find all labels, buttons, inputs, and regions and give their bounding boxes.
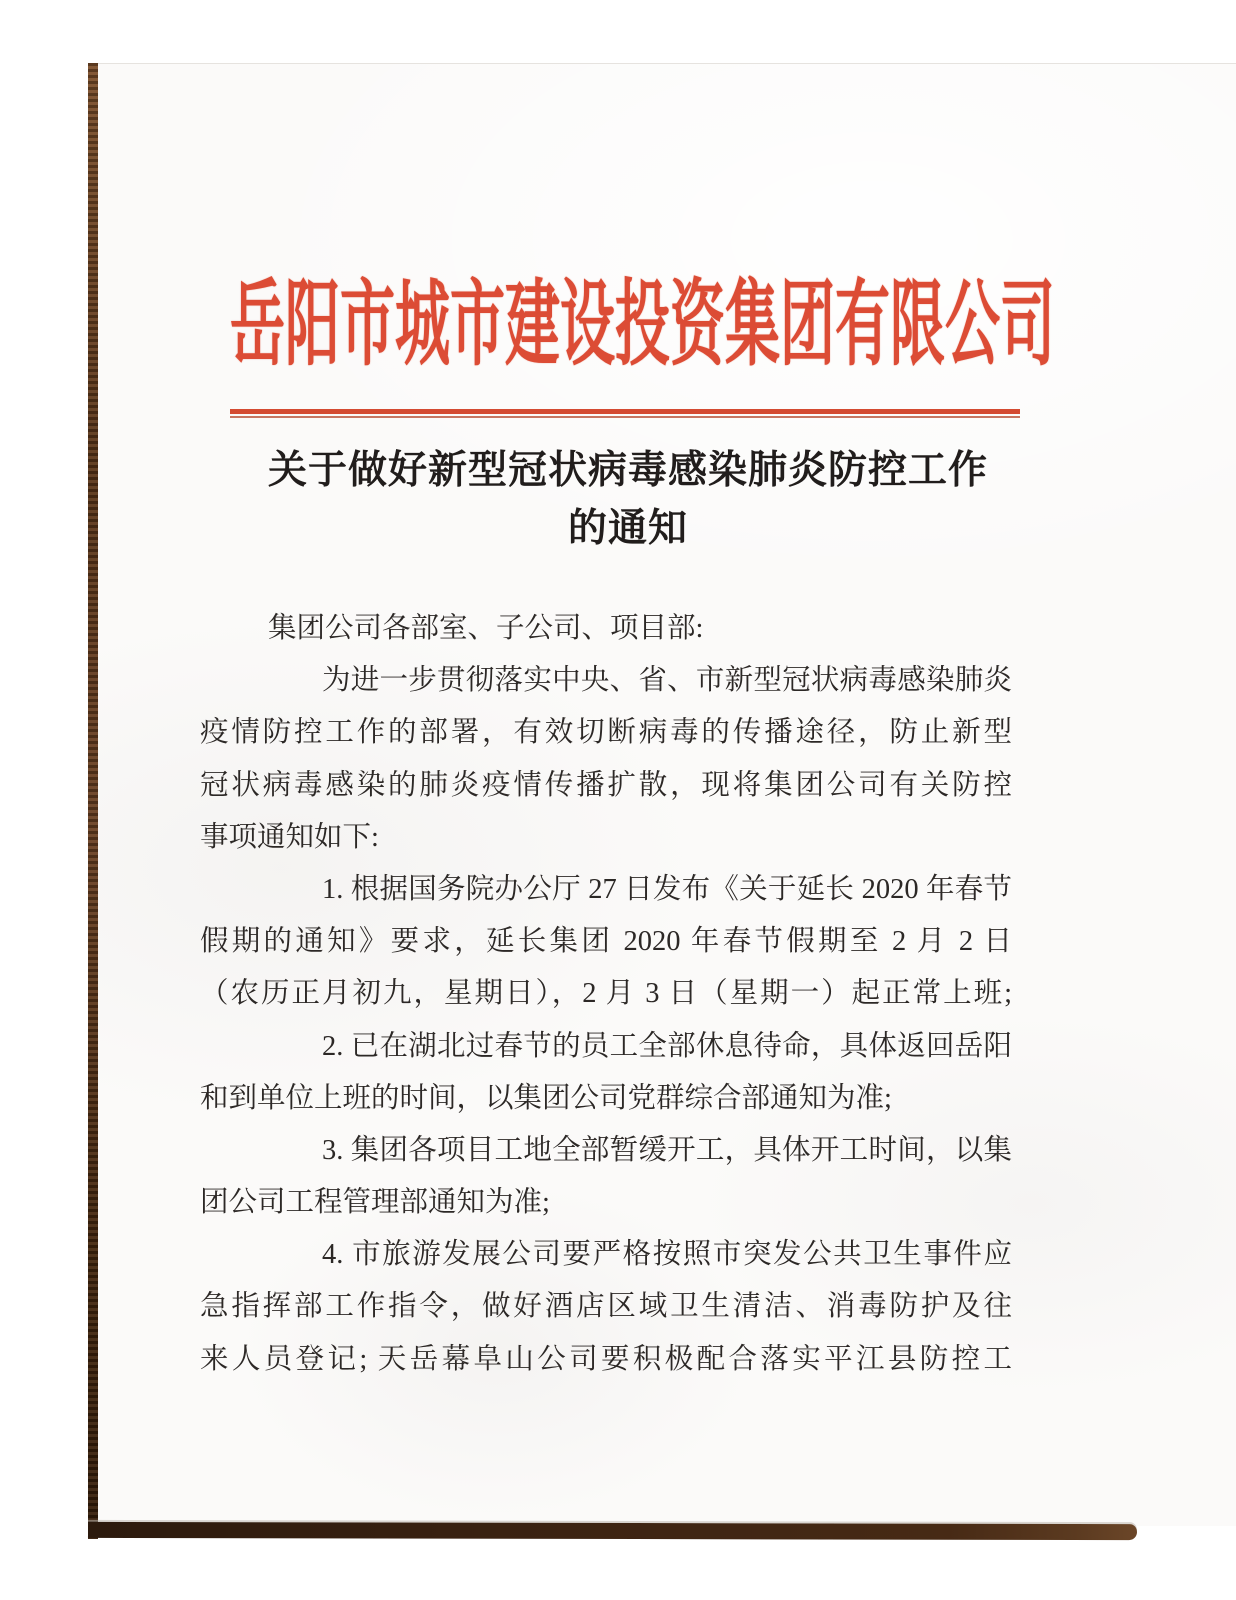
body-line: 疫情防控工作的部署，有效切断病毒的传播途径，防止新型 [200,717,1012,749]
document-title-line2: 的通知 [567,507,688,550]
body-line: 急指挥部工作指令，做好酒店区域卫生清洁、消毒防护及往 [200,1291,1012,1323]
salutation-line: 集团公司各部室、子公司、项目部: [268,613,704,644]
body-line-item-1: 1. 根据国务院办公厅 27 日发布《关于延长 2020 年春节 [322,873,1012,905]
red-separator-line-thick [230,409,1020,414]
body-line-item-2: 2. 已在湖北过春节的员工全部休息待命，具体返回岳阳 [322,1030,1012,1062]
body-line: 假期的通知》要求，延长集团 2020 年春节假期至 2 月 2 日 [200,926,1012,958]
book-spine-edge [88,63,98,1539]
document-body [200,603,1012,1386]
document-title-line1: 关于做好新型冠状病毒感染肺炎防控工作 [267,449,988,492]
body-line: 为进一步贯彻落实中央、省、市新型冠状病毒感染肺炎 [322,665,1012,697]
paper-sheet [98,63,1236,1526]
letterhead-company-name: 岳阳市城市建设投资集团有限公司 [230,273,1056,377]
body-line: 来人员登记; 天岳幕阜山公司要积极配合落实平江县防控工 [200,1343,1012,1375]
body-line: （农历正月初九，星期日），2 月 3 日（星期一）起正常上班; [200,978,1012,1010]
body-line: 团公司工程管理部通知为准; [200,1187,550,1219]
body-line-item-3: 3. 集团各项目工地全部暂缓开工，具体开工时间，以集 [322,1134,1012,1166]
body-line: 和到单位上班的时间，以集团公司党群综合部通知为准; [200,1082,892,1114]
scan-bottom-edge [88,1522,1137,1540]
red-separator-line-thin [230,416,1020,418]
body-line: 冠状病毒感染的肺炎疫情传播扩散，现将集团公司有关防控 [200,769,1012,801]
body-line: 事项通知如下: [200,821,379,853]
body-line-item-4: 4. 市旅游发展公司要严格按照市突发公共卫生事件应 [322,1239,1012,1271]
document-title [238,442,1018,558]
